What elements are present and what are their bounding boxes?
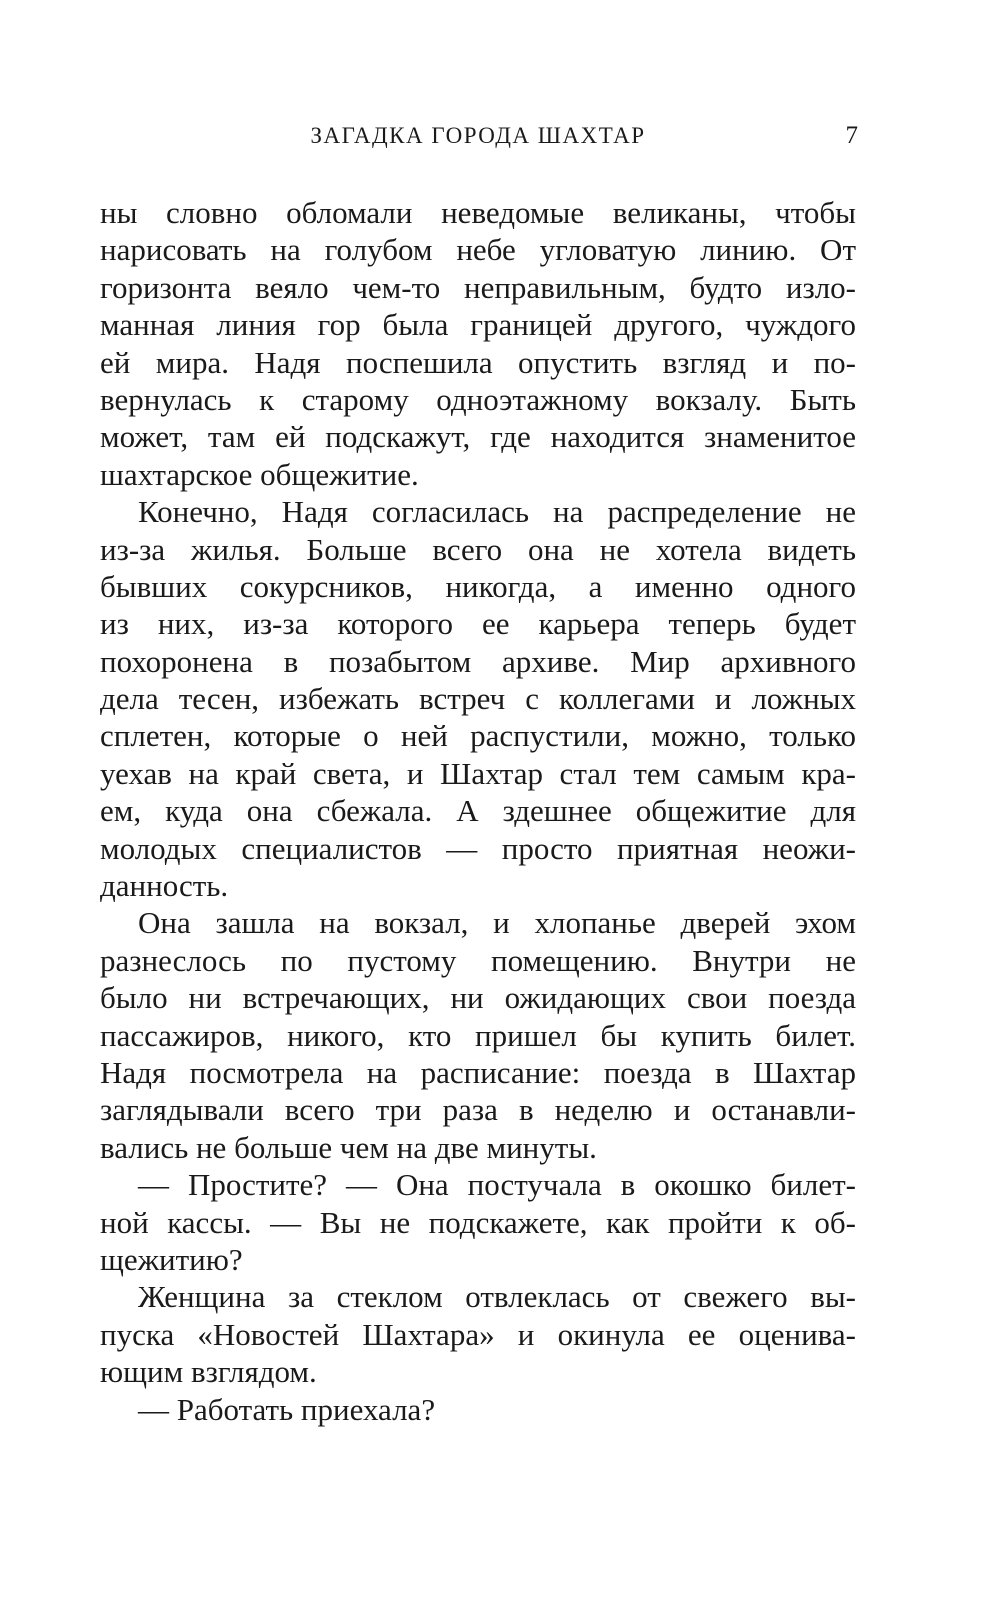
- text-line: Она зашла на вокзал, и хлопанье дверей эхом: [138, 905, 856, 941]
- text-line: Женщина за стеклом отвлеклась от свежего вы-: [138, 1279, 856, 1315]
- running-title: ЗАГАДКА ГОРОДА ШАХТАР: [310, 123, 646, 148]
- text-line: пуска «Новостей Шахтара» и окинула ее оценива-: [100, 1316, 856, 1352]
- text-line: может, там ей подскажут, где находится знаменитое: [100, 419, 856, 455]
- page-number: 7: [845, 122, 858, 149]
- text-line: уехав на край света, и Шахтар стал тем самым кра-: [100, 755, 856, 791]
- text-line: ющим взглядом.: [100, 1354, 317, 1390]
- text-line: пассажиров, никого, кто пришел бы купить билет.: [100, 1017, 856, 1053]
- text-line: щежитию?: [100, 1241, 243, 1277]
- text-line: данность.: [100, 868, 229, 904]
- text-line: ны словно обломали неведомые великаны, чтобы: [100, 195, 856, 230]
- text-line: ной кассы. — Вы не подскажете, как пройти к об-: [100, 1204, 856, 1240]
- text-line: манная линия гор была границей другого, чуждого: [100, 307, 856, 343]
- text-line: вались не больше чем на две минуты.: [100, 1129, 597, 1165]
- text-line: из них, из-за которого ее карьера теперь будет: [100, 606, 856, 642]
- text-line: похоронена в позабытом архиве. Мир архивного: [100, 643, 856, 679]
- text-line: дела тесен, избежать встреч с коллегами и ложных: [100, 681, 856, 717]
- text-line: молодых специалистов — просто приятная неожи-: [100, 830, 856, 866]
- text-line: Надя посмотрела на расписание: поезда в Шахтар: [100, 1054, 856, 1090]
- text-line: было ни встречающих, ни ожидающих свои поезда: [100, 980, 856, 1016]
- text-line: шахтарское общежитие.: [100, 456, 419, 492]
- text-line: — Работать приехала?: [138, 1391, 436, 1427]
- text-line: — Простите? — Она постучала в окошко билет-: [138, 1167, 856, 1203]
- text-line: заглядывали всего три раза в неделю и останавли-: [100, 1092, 856, 1128]
- text-line: разнеслось по пустому помещению. Внутри не: [100, 942, 856, 978]
- text-line: сплетен, которые о ней распустили, можно, только: [100, 718, 856, 754]
- text-line: нарисовать на голубом небе угловатую линию. От: [100, 232, 856, 268]
- text-line: Конечно, Надя согласилась на распределение не: [138, 494, 856, 530]
- text-line: бывших сокурсников, никогда, а именно одного: [100, 568, 856, 604]
- text-line: горизонта веяло чем-то неправильным, будто изло-: [100, 269, 856, 305]
- text-line: из-за жилья. Больше всего она не хотела видеть: [100, 531, 856, 567]
- text-line: вернулась к старому одноэтажному вокзалу. Быть: [100, 381, 856, 417]
- body-text: [100, 194, 856, 1428]
- text-line: ем, куда она сбежала. А здешнее общежитие для: [100, 793, 856, 829]
- running-header: [98, 118, 858, 154]
- text-line: ей мира. Надя поспешила опустить взгляд и по-: [100, 344, 856, 380]
